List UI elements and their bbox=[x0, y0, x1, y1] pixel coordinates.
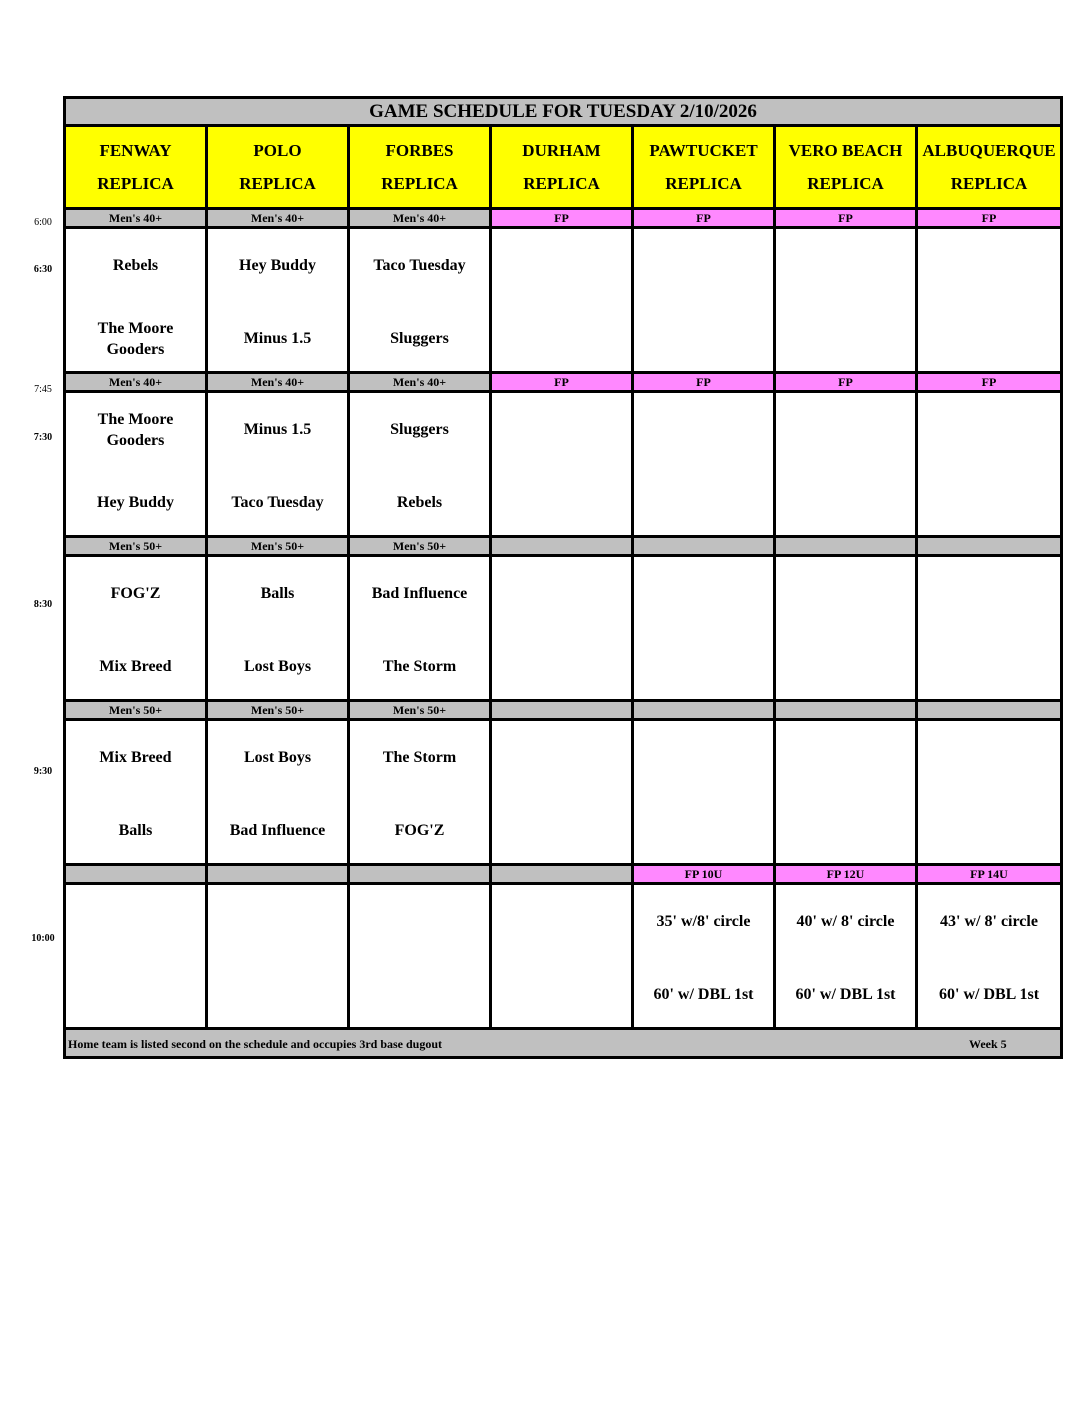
field-subtitle: REPLICA bbox=[381, 174, 458, 193]
home-team: FOG'Z bbox=[394, 822, 445, 839]
division-label bbox=[917, 537, 1062, 556]
game-cell bbox=[349, 884, 491, 1029]
week-label: Week 5 bbox=[969, 1037, 1007, 1051]
schedule-sheet bbox=[63, 96, 1060, 1059]
field-subtitle: REPLICA bbox=[523, 174, 600, 193]
division-label bbox=[775, 701, 917, 720]
home-team: Sluggers bbox=[390, 330, 449, 347]
field-name: FENWAY bbox=[99, 141, 172, 160]
field-header bbox=[491, 126, 633, 209]
field-header bbox=[775, 126, 917, 209]
home-team: Balls bbox=[118, 822, 153, 839]
game-cell bbox=[917, 556, 1062, 701]
away-team: Hey Buddy bbox=[239, 257, 316, 274]
game-cell bbox=[65, 392, 207, 537]
game-cell bbox=[491, 228, 633, 373]
division-label: FP bbox=[491, 373, 633, 392]
game-cell bbox=[917, 720, 1062, 865]
time-label: 7:45 bbox=[34, 384, 52, 395]
home-team: 60' w/ DBL 1st bbox=[939, 986, 1040, 1003]
division-label: FP 14U bbox=[917, 865, 1062, 884]
game-cell bbox=[491, 884, 633, 1029]
schedule-table bbox=[63, 96, 1063, 1059]
field-header bbox=[633, 126, 775, 209]
away-team: FOG'Z bbox=[110, 585, 161, 602]
division-label bbox=[917, 701, 1062, 720]
game-cell bbox=[491, 392, 633, 537]
away-team: 40' w/ 8' circle bbox=[796, 913, 895, 930]
game-cell bbox=[349, 392, 491, 537]
game-cell bbox=[491, 556, 633, 701]
home-team-note: Home team is listed second on the schedule and occupies 3rd base dugout bbox=[68, 1037, 443, 1051]
division-label: Men's 40+ bbox=[207, 373, 349, 392]
away-team: Rebels bbox=[112, 257, 159, 274]
home-team: 60' w/ DBL 1st bbox=[653, 986, 754, 1003]
division-label bbox=[491, 537, 633, 556]
home-team: Rebels bbox=[396, 494, 443, 511]
game-cell bbox=[917, 392, 1062, 537]
division-label: FP 12U bbox=[775, 865, 917, 884]
field-subtitle: REPLICA bbox=[665, 174, 742, 193]
division-label: Men's 50+ bbox=[207, 537, 349, 556]
time-label: 10:00 bbox=[31, 933, 55, 944]
division-label: Men's 40+ bbox=[349, 209, 491, 228]
game-cell bbox=[633, 884, 775, 1029]
away-team: Bad Influence bbox=[371, 585, 468, 602]
division-label: Men's 50+ bbox=[65, 537, 207, 556]
game-cell bbox=[207, 884, 349, 1029]
division-label bbox=[65, 865, 207, 884]
game-cell bbox=[65, 720, 207, 865]
division-label: Men's 50+ bbox=[349, 537, 491, 556]
home-team: Taco Tuesday bbox=[231, 494, 324, 511]
home-team: Hey Buddy bbox=[97, 494, 174, 511]
division-label: FP bbox=[917, 209, 1062, 228]
game-cell bbox=[633, 392, 775, 537]
division-label: Men's 50+ bbox=[349, 701, 491, 720]
field-name: VERO BEACH bbox=[788, 141, 903, 160]
division-label: Men's 40+ bbox=[349, 373, 491, 392]
home-team: Bad Influence bbox=[229, 822, 326, 839]
game-cell bbox=[775, 556, 917, 701]
game-cell bbox=[775, 720, 917, 865]
field-name: PAWTUCKET bbox=[649, 141, 758, 160]
division-label bbox=[491, 701, 633, 720]
time-label: 6:30 bbox=[33, 264, 53, 275]
game-cell bbox=[917, 228, 1062, 373]
game-cell bbox=[491, 720, 633, 865]
game-cell bbox=[207, 392, 349, 537]
division-label: FP bbox=[775, 373, 917, 392]
game-cell bbox=[207, 556, 349, 701]
home-team: 60' w/ DBL 1st bbox=[795, 986, 896, 1003]
field-header bbox=[349, 126, 491, 209]
away-team: Mix Breed bbox=[99, 749, 172, 766]
home-team: The Storm bbox=[382, 658, 457, 675]
away-team: 43' w/ 8' circle bbox=[940, 913, 1038, 930]
game-cell bbox=[65, 556, 207, 701]
field-subtitle: REPLICA bbox=[950, 174, 1028, 193]
division-label bbox=[207, 865, 349, 884]
home-team: Lost Boys bbox=[243, 658, 312, 675]
game-cell bbox=[633, 228, 775, 373]
division-label: Men's 50+ bbox=[65, 701, 207, 720]
away-team: Balls bbox=[260, 585, 295, 602]
game-cell bbox=[207, 228, 349, 373]
division-label: FP bbox=[917, 373, 1062, 392]
away-team: Lost Boys bbox=[243, 749, 312, 766]
division-label: Men's 40+ bbox=[65, 209, 207, 228]
field-name: ALBUQUERQUE bbox=[922, 141, 1056, 160]
division-label bbox=[775, 537, 917, 556]
field-header bbox=[207, 126, 349, 209]
game-cell bbox=[775, 228, 917, 373]
game-cell bbox=[633, 720, 775, 865]
field-subtitle: REPLICA bbox=[807, 174, 884, 193]
game-cell bbox=[633, 556, 775, 701]
home-team: Minus 1.5 bbox=[243, 330, 312, 347]
field-subtitle: REPLICA bbox=[97, 174, 174, 193]
away-team: The Storm bbox=[382, 749, 457, 766]
division-label bbox=[491, 865, 633, 884]
field-name: FORBES bbox=[385, 141, 454, 160]
field-subtitle: REPLICA bbox=[239, 174, 316, 193]
field-header bbox=[917, 126, 1062, 209]
division-label: FP 10U bbox=[633, 865, 775, 884]
game-cell bbox=[65, 884, 207, 1029]
away-team: The Moore Gooders bbox=[97, 411, 174, 449]
game-cell bbox=[349, 228, 491, 373]
game-cell bbox=[917, 884, 1062, 1029]
time-label: 9:30 bbox=[33, 766, 53, 777]
game-cell bbox=[207, 720, 349, 865]
away-team: Sluggers bbox=[390, 421, 449, 438]
division-label: FP bbox=[491, 209, 633, 228]
schedule-footer bbox=[65, 1029, 1062, 1058]
away-team: 35' w/8' circle bbox=[656, 913, 751, 930]
home-team: The Moore Gooders bbox=[97, 320, 174, 358]
field-header bbox=[65, 126, 207, 209]
away-team: Minus 1.5 bbox=[243, 421, 312, 438]
division-label bbox=[349, 865, 491, 884]
away-team: Taco Tuesday bbox=[373, 257, 466, 274]
game-cell bbox=[775, 884, 917, 1029]
game-cell bbox=[775, 392, 917, 537]
time-label: 7:30 bbox=[33, 432, 53, 443]
game-cell bbox=[349, 720, 491, 865]
division-label: Men's 50+ bbox=[207, 701, 349, 720]
schedule-title: GAME SCHEDULE FOR TUESDAY 2/10/2026 bbox=[65, 98, 1062, 126]
game-cell bbox=[65, 228, 207, 373]
time-label: 8:30 bbox=[33, 599, 53, 610]
division-label: FP bbox=[633, 373, 775, 392]
time-label: 6:00 bbox=[34, 217, 52, 228]
field-name: DURHAM bbox=[522, 141, 601, 160]
division-label: Men's 40+ bbox=[207, 209, 349, 228]
game-cell bbox=[349, 556, 491, 701]
division-label: Men's 40+ bbox=[65, 373, 207, 392]
division-label bbox=[633, 537, 775, 556]
division-label: FP bbox=[775, 209, 917, 228]
field-name: POLO bbox=[253, 141, 302, 160]
division-label bbox=[633, 701, 775, 720]
home-team: Mix Breed bbox=[99, 658, 172, 675]
division-label: FP bbox=[633, 209, 775, 228]
